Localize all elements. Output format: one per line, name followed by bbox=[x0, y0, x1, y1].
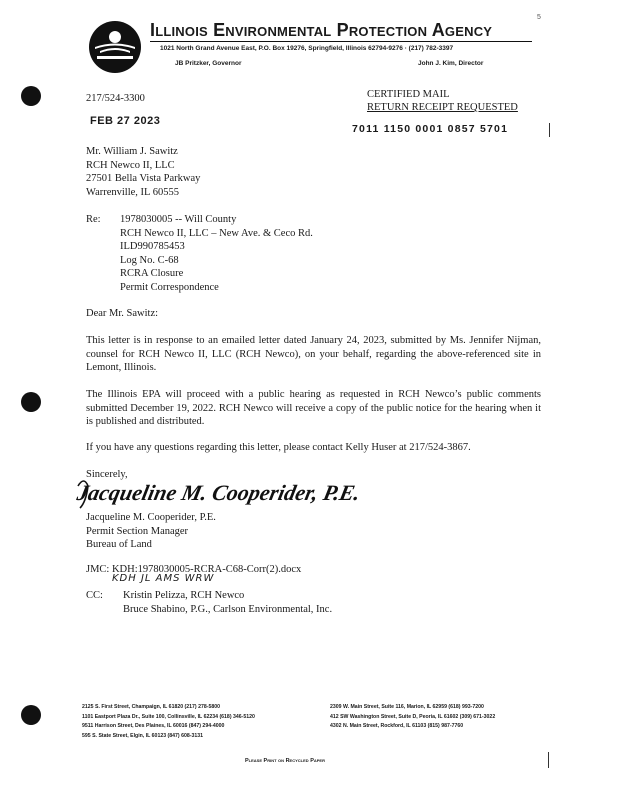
footer-office: 1101 Eastport Plaza Dr., Suite 100, Collinsville, IL 62234 (618) 346-5120 bbox=[82, 713, 255, 720]
signer-title: Permit Section Manager bbox=[86, 525, 189, 537]
tracking-number: 7011 1150 0001 0857 5701 bbox=[352, 123, 509, 135]
signer-block bbox=[86, 511, 216, 552]
binder-hole bbox=[21, 705, 41, 725]
recipient-address bbox=[86, 145, 200, 199]
recipient-company: RCH Newco II, LLC bbox=[86, 159, 175, 171]
agency-logo bbox=[88, 20, 142, 74]
footer-office: 2309 W. Main Street, Suite 116, Marion, IL 62959 (618) 993-7200 bbox=[330, 704, 484, 710]
re-line: 1978030005 -- Will County bbox=[120, 214, 237, 225]
scan-mark bbox=[548, 752, 549, 768]
governor: JB Pritzker, Governor bbox=[175, 60, 242, 67]
cc-list bbox=[123, 589, 332, 616]
cc-label: CC: bbox=[86, 590, 103, 601]
recipient-city: Warrenville, IL 60555 bbox=[86, 186, 179, 198]
footer-office: 595 S. State Street, Elgin, IL 60123 (847) 608-3131 bbox=[82, 732, 204, 739]
cc-line: Kristin Pelizza, RCH Newco bbox=[123, 590, 245, 601]
agency-name: Illinois Environmental Protection Agency bbox=[150, 20, 493, 40]
letterhead-rule bbox=[150, 41, 532, 42]
footer-office: 4302 N. Main Street, Rockford, IL 61103 (815) 987-7760 bbox=[330, 723, 464, 729]
footer-office: 412 SW Washington Street, Suite D, Peoria, IL 61602 (309) 671-3022 bbox=[330, 713, 496, 720]
re-line: RCH Newco II, LLC – New Ave. & Ceco Rd. bbox=[120, 227, 313, 239]
footer-offices-left bbox=[82, 703, 255, 741]
footer-offices-right bbox=[330, 703, 495, 732]
re-block bbox=[120, 213, 313, 294]
closing: Sincerely, bbox=[86, 469, 128, 480]
file-reference: JMC: KDH:1978030005-RCRA-C68-Corr(2).docx bbox=[86, 564, 302, 575]
re-line: Permit Correspondence bbox=[120, 281, 219, 293]
footer-office: 2125 S. First Street, Champaign, IL 61820 (217) 278-5800 bbox=[82, 704, 221, 710]
recycled-notice: Please Print on Recycled Paper bbox=[245, 758, 325, 764]
binder-hole bbox=[21, 86, 41, 106]
recipient-name: Mr. William J. Sawitz bbox=[86, 146, 178, 157]
handwritten-initials: KDH JL AMS WRW bbox=[112, 573, 215, 584]
binder-hole bbox=[21, 392, 41, 412]
agency-address: 1021 North Grand Avenue East, P.O. Box 19276, Springfield, Illinois 62794-9276 · (217) 782-3397 bbox=[160, 45, 454, 52]
re-line: ILD990785453 bbox=[120, 241, 185, 252]
body-paragraph: This letter is in response to an emailed letter dated January 24, 2023, submitted by Ms. Jennifer Nijman, counsel for RCH Newco II, LLC (RCH Newco), on your behalf, regarding the above-referenced site in Lemont, Illinois. bbox=[86, 335, 541, 373]
signer-bureau: Bureau of Land bbox=[86, 539, 152, 550]
body-paragraph: The Illinois EPA will proceed with a public hearing as requested in RCH Newco’s public comments submitted December 19, 2022. RCH Newco will receive a copy of the public notice for the hearing when it is published and distributed. bbox=[86, 389, 541, 427]
footer-office: 9511 Harrison Street, Des Plaines, IL 60016 (847) 294-4000 bbox=[82, 723, 225, 729]
mail-type: CERTIFIED MAIL bbox=[367, 89, 450, 100]
re-line: RCRA Closure bbox=[120, 268, 184, 279]
re-label: Re: bbox=[86, 214, 101, 225]
re-line: Log No. C-68 bbox=[120, 254, 179, 266]
scan-mark bbox=[549, 123, 550, 137]
mail-receipt: RETURN RECEIPT REQUESTED bbox=[367, 102, 518, 113]
body-paragraph: If you have any questions regarding this letter, please contact Kelly Huser at 217/524-3867. bbox=[86, 442, 471, 453]
cc-line: Bruce Shabino, P.G., Carlson Environmental, Inc. bbox=[123, 603, 333, 615]
recipient-street: 27501 Bella Vista Parkway bbox=[86, 173, 201, 184]
director: John J. Kim, Director bbox=[418, 60, 484, 67]
phone-number: 217/524-3300 bbox=[86, 93, 145, 104]
date-stamp: FEB 27 2023 bbox=[90, 115, 161, 127]
signer-name: Jacqueline M. Cooperider, P.E. bbox=[86, 512, 216, 523]
page-number: 5 bbox=[537, 14, 541, 21]
salutation: Dear Mr. Sawitz: bbox=[86, 308, 159, 319]
signature bbox=[72, 472, 363, 512]
signature-text: Jacqueline M. Cooperider, P.E. bbox=[74, 480, 363, 505]
